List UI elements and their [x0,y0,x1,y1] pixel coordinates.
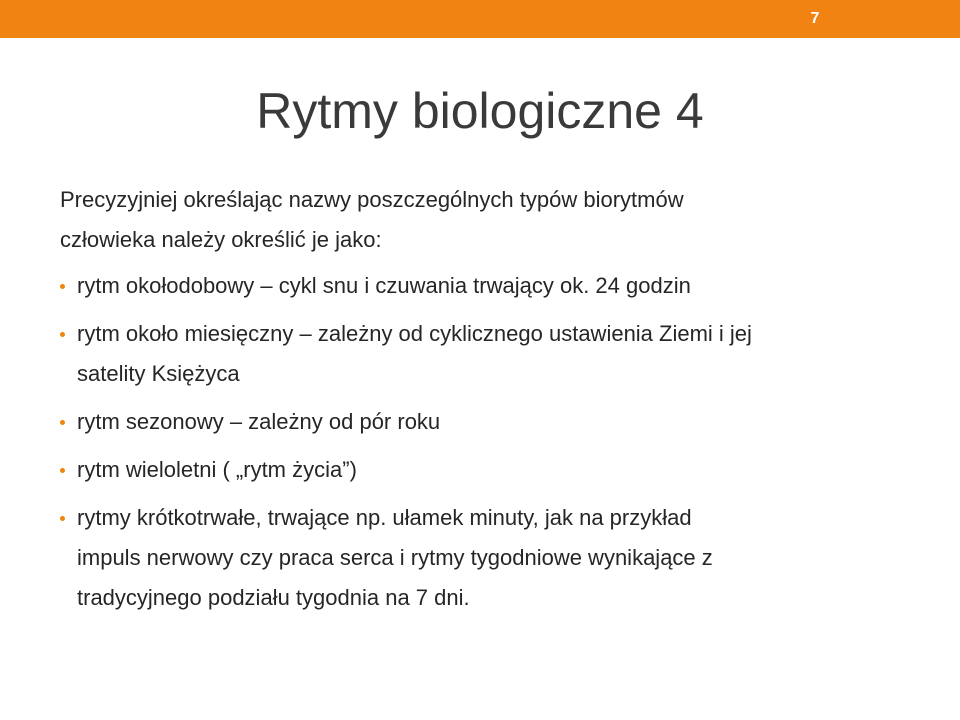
intro-line: człowieka należy określić je jako: [60,227,382,252]
bullet-item [60,498,920,618]
slide-body [60,180,920,626]
bullet-line: rytm wieloletni ( „rytm życia”) [77,457,357,482]
bullet-line: rytmy krótkotrwałe, trwające np. ułamek minuty, jak na przykład [77,505,692,530]
intro-paragraph [60,180,920,260]
bullet-icon [60,516,65,521]
bullet-icon [60,284,65,289]
bullet-item [60,314,920,394]
bullet-icon [60,468,65,473]
bullet-line: rytm okołodobowy – cykl snu i czuwania trwający ok. 24 godzin [77,273,691,298]
bullet-item [60,266,920,306]
top-accent-bar [0,0,960,38]
bullet-line: satelity Księżyca [77,361,240,386]
bullet-line: impuls nerwowy czy praca serca i rytmy tygodniowe wynikające z [77,545,713,570]
bullet-icon [60,420,65,425]
bullet-line: tradycyjnego podziału tygodnia na 7 dni. [77,585,470,610]
slide-number: 7 [810,10,820,27]
bullet-icon [60,332,65,337]
bullet-line: rytm sezonowy – zależny od pór roku [77,409,441,434]
slide-title: Rytmy biologiczne 4 [256,83,704,139]
bullet-item [60,450,920,490]
intro-line: Precyzyjniej określając nazwy poszczególnych typów biorytmów [60,187,684,212]
bullet-item [60,402,920,442]
bullet-list [60,266,920,618]
bullet-line: rytm około miesięczny – zależny od cyklicznego ustawienia Ziemi i jej [77,321,752,346]
